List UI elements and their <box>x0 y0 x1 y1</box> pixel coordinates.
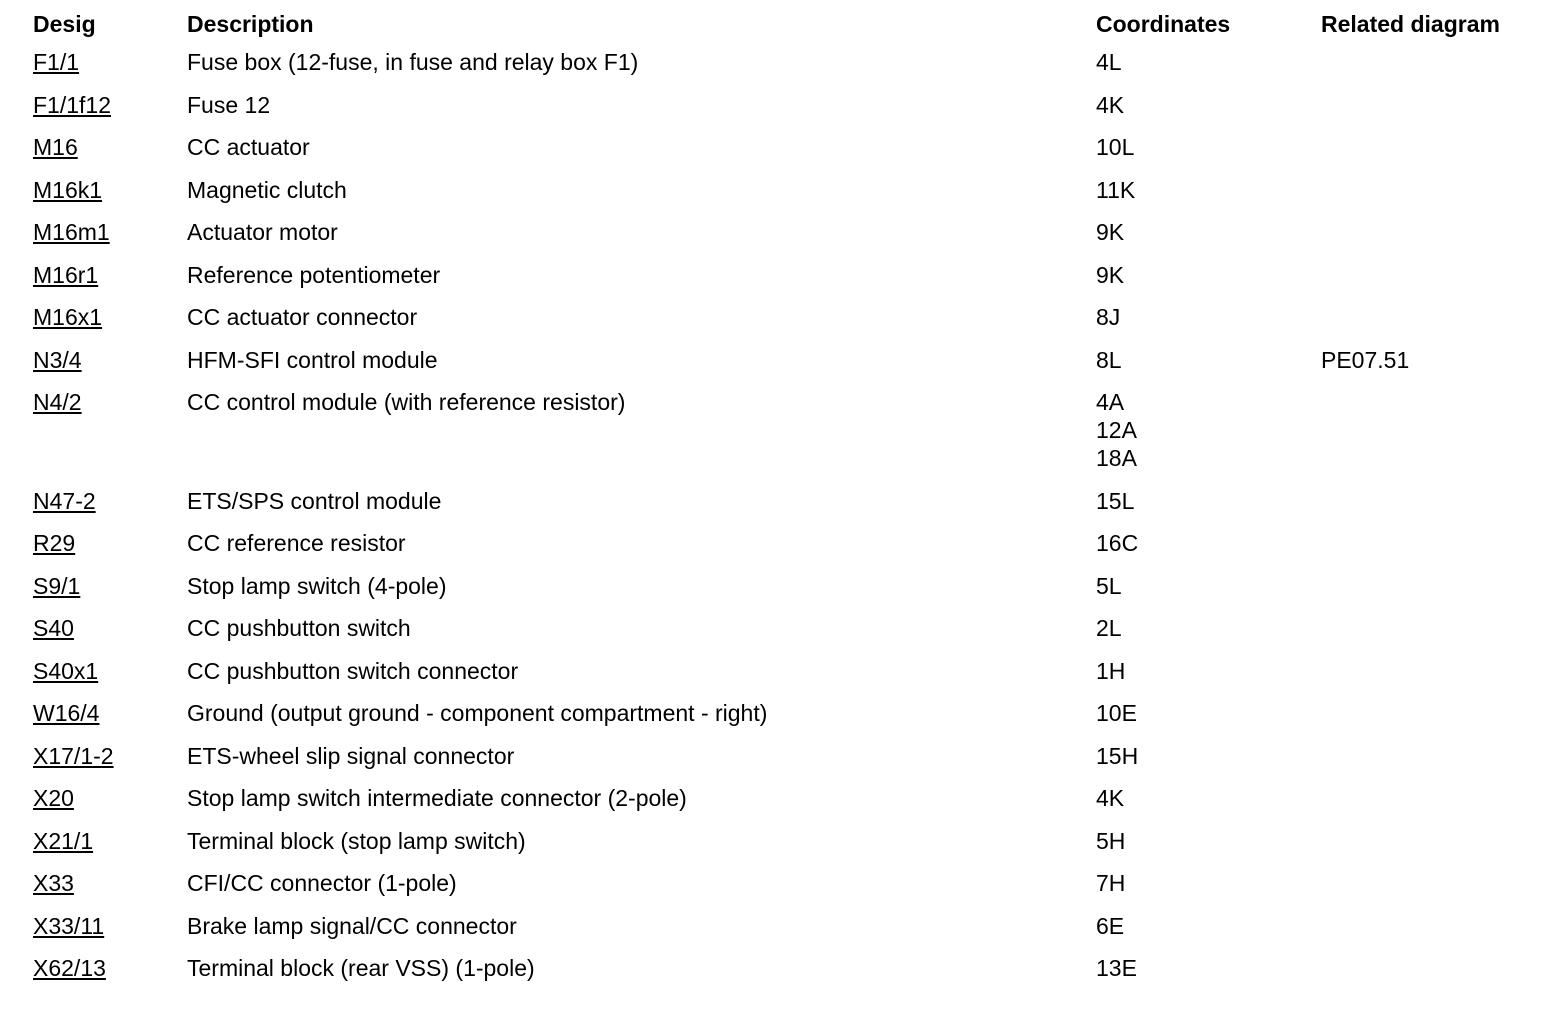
desig-link[interactable]: N3/4 <box>33 346 82 373</box>
desig-link[interactable]: S9/1 <box>33 572 81 599</box>
coordinate-value: 4K <box>1096 91 1125 118</box>
coordinates-cell <box>1085 218 1310 261</box>
description-cell: Fuse box (12-fuse, in fuse and relay box F1) <box>187 49 639 75</box>
coordinates-cell <box>1085 912 1310 955</box>
desig-link[interactable]: X20 <box>33 785 74 811</box>
related-diagram-cell <box>1310 657 1540 700</box>
desig-link[interactable]: W16/4 <box>33 700 100 726</box>
table-row <box>22 261 1540 304</box>
desig-link[interactable]: F1/1f12 <box>33 91 111 118</box>
desig-link[interactable]: S40x1 <box>33 657 99 684</box>
related-diagram-cell <box>1310 176 1540 219</box>
table-row <box>22 572 1540 615</box>
table-header <box>22 6 1540 48</box>
desig-link[interactable]: S40 <box>33 615 74 641</box>
coordinates-cell <box>1085 176 1310 219</box>
desig-link[interactable]: M16r1 <box>33 261 99 288</box>
desig-cell <box>22 954 176 997</box>
desig-cell <box>22 699 176 742</box>
coordinates-cell <box>1085 699 1310 742</box>
table-row <box>22 827 1540 870</box>
desig-link[interactable]: M16 <box>33 134 78 160</box>
related-diagram-cell <box>1310 699 1540 742</box>
table-row <box>22 346 1540 389</box>
coordinate-value: 13E <box>1096 955 1137 981</box>
table-row <box>22 487 1540 530</box>
coordinates-cell <box>1085 869 1310 912</box>
coordinate-value: 6E <box>1096 912 1125 939</box>
related-diagram-cell <box>1310 48 1540 91</box>
related-diagram-cell <box>1310 784 1540 827</box>
header-row <box>22 6 1540 48</box>
description-cell: CC control module (with reference resistor) <box>187 389 626 415</box>
description-cell: CC actuator connector <box>187 304 418 330</box>
desig-cell <box>22 657 176 700</box>
related-diagram-cell <box>1310 954 1540 997</box>
coordinate-value: 12A <box>1096 417 1137 443</box>
coordinate-value: 5L <box>1096 572 1122 599</box>
table-row <box>22 91 1540 134</box>
description-cell: CC pushbutton switch <box>187 615 411 641</box>
desig-cell <box>22 572 176 615</box>
table-row <box>22 218 1540 261</box>
desig-cell <box>22 784 176 827</box>
description-cell: Brake lamp signal/CC connector <box>187 912 517 939</box>
desig-cell <box>22 529 176 572</box>
desig-link[interactable]: X17/1-2 <box>33 742 114 769</box>
desig-cell <box>22 742 176 785</box>
coordinates-cell <box>1085 784 1310 827</box>
related-diagram-cell: PE07.51 <box>1321 346 1410 373</box>
table-row <box>22 869 1540 912</box>
table-row <box>22 614 1540 657</box>
desig-cell <box>22 91 176 134</box>
desig-link[interactable]: M16x1 <box>33 304 103 330</box>
coordinate-value: 2L <box>1096 615 1122 641</box>
desig-cell <box>22 912 176 955</box>
header-related-diagram: Related diagram <box>1321 11 1500 37</box>
description-cell: Stop lamp switch intermediate connector (2-pole) <box>187 785 687 811</box>
description-cell: Terminal block (stop lamp switch) <box>187 827 526 854</box>
table-row <box>22 954 1540 997</box>
coordinate-value: 8J <box>1096 304 1121 330</box>
coordinates-cell <box>1085 346 1310 389</box>
coordinate-value: 5H <box>1096 827 1126 854</box>
related-diagram-cell <box>1310 487 1540 530</box>
desig-link[interactable]: X33/11 <box>33 912 105 939</box>
coordinate-value: 11K <box>1096 176 1136 203</box>
description-cell: Actuator motor <box>187 219 338 245</box>
coordinates-cell <box>1085 827 1310 870</box>
coordinate-value: 16C <box>1096 530 1139 556</box>
description-cell: HFM-SFI control module <box>187 346 438 373</box>
description-cell: CC actuator <box>187 134 310 160</box>
desig-link[interactable]: X62/13 <box>33 955 106 981</box>
description-cell: CFI/CC connector (1-pole) <box>187 870 457 896</box>
related-diagram-cell <box>1310 572 1540 615</box>
table-row <box>22 388 1540 487</box>
desig-cell <box>22 261 176 304</box>
header-description: Description <box>187 11 314 37</box>
coordinate-value: 4L <box>1096 49 1122 75</box>
coordinates-cell <box>1085 614 1310 657</box>
description-cell: Magnetic clutch <box>187 176 347 203</box>
description-cell: CC pushbutton switch connector <box>187 657 519 684</box>
desig-cell <box>22 48 176 91</box>
description-cell: Terminal block (rear VSS) (1-pole) <box>187 955 535 981</box>
coordinates-cell <box>1085 572 1310 615</box>
table-row <box>22 529 1540 572</box>
description-cell: Stop lamp switch (4-pole) <box>187 572 447 599</box>
description-cell: CC reference resistor <box>187 530 406 556</box>
coordinates-cell <box>1085 529 1310 572</box>
table-row <box>22 912 1540 955</box>
desig-link[interactable]: R29 <box>33 530 76 556</box>
desig-link[interactable]: N47-2 <box>33 487 96 514</box>
coordinates-cell <box>1085 48 1310 91</box>
coordinates-cell <box>1085 657 1310 700</box>
coordinate-value: 1H <box>1096 657 1126 684</box>
related-diagram-cell <box>1310 303 1540 346</box>
desig-cell <box>22 869 176 912</box>
description-cell: Reference potentiometer <box>187 261 441 288</box>
coordinates-cell <box>1085 91 1310 134</box>
coordinate-value: 15L <box>1096 487 1135 514</box>
related-diagram-cell <box>1310 614 1540 657</box>
coordinate-value: 7H <box>1096 870 1126 896</box>
desig-cell <box>22 303 176 346</box>
desig-cell <box>22 614 176 657</box>
description-cell: ETS-wheel slip signal connector <box>187 742 515 769</box>
desig-cell <box>22 218 176 261</box>
coordinate-value: 18A <box>1096 445 1137 471</box>
coordinate-value: 9K <box>1096 261 1125 288</box>
coordinates-cell <box>1085 133 1310 176</box>
coordinates-cell <box>1085 954 1310 997</box>
related-diagram-cell <box>1310 742 1540 785</box>
table-row <box>22 699 1540 742</box>
component-legend-table <box>22 6 1540 997</box>
desig-cell <box>22 388 176 487</box>
related-diagram-cell <box>1310 388 1540 487</box>
desig-link[interactable]: F1/1 <box>33 49 80 75</box>
coordinates-cell <box>1085 261 1310 304</box>
related-diagram-cell <box>1310 133 1540 176</box>
related-diagram-cell <box>1310 218 1540 261</box>
desig-link[interactable]: X21/1 <box>33 827 94 854</box>
coordinate-value: 4A <box>1096 389 1125 415</box>
desig-link[interactable]: X33 <box>33 870 74 896</box>
description-cell: Ground (output ground - component compartment - right) <box>187 700 768 726</box>
related-diagram-cell <box>1310 912 1540 955</box>
coordinate-value: 9K <box>1096 219 1125 245</box>
desig-link[interactable]: M16k1 <box>33 176 103 203</box>
header-desig: Desig <box>33 11 96 37</box>
header-coordinates: Coordinates <box>1096 11 1231 37</box>
desig-link[interactable]: M16m1 <box>33 219 110 245</box>
coordinates-cell <box>1085 388 1310 487</box>
description-cell: ETS/SPS control module <box>187 487 442 514</box>
coordinate-value: 8L <box>1096 346 1122 373</box>
table-body <box>22 48 1540 997</box>
desig-cell <box>22 133 176 176</box>
table-row <box>22 133 1540 176</box>
desig-cell <box>22 176 176 219</box>
coordinate-value: 15H <box>1096 742 1139 769</box>
coordinates-cell <box>1085 303 1310 346</box>
description-cell: Fuse 12 <box>187 91 271 118</box>
related-diagram-cell <box>1310 827 1540 870</box>
coordinates-cell <box>1085 742 1310 785</box>
related-diagram-cell <box>1310 529 1540 572</box>
coordinate-value: 10L <box>1096 134 1135 160</box>
desig-cell <box>22 827 176 870</box>
desig-link[interactable]: N4/2 <box>33 389 82 415</box>
table-row <box>22 303 1540 346</box>
table-row <box>22 48 1540 91</box>
table-row <box>22 176 1540 219</box>
table-row <box>22 784 1540 827</box>
coordinate-value: 10E <box>1096 700 1137 726</box>
desig-cell <box>22 487 176 530</box>
related-diagram-cell <box>1310 869 1540 912</box>
related-diagram-cell <box>1310 261 1540 304</box>
related-diagram-cell <box>1310 91 1540 134</box>
table-row <box>22 742 1540 785</box>
desig-cell <box>22 346 176 389</box>
table-row <box>22 657 1540 700</box>
coordinate-value: 4K <box>1096 785 1125 811</box>
coordinates-cell <box>1085 487 1310 530</box>
